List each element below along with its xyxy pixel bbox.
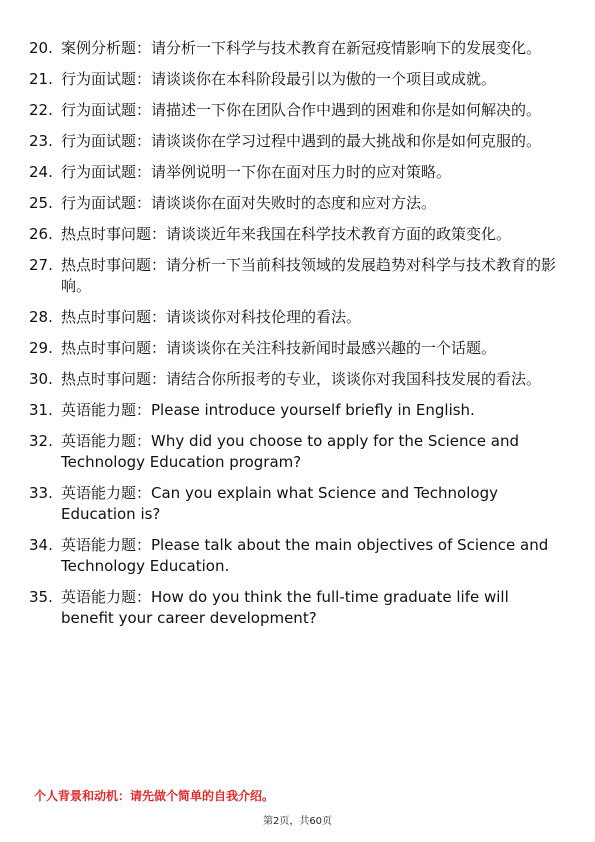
question-item [29,100,559,121]
question-number: 22. [29,101,53,119]
question-number: 34. [29,536,53,554]
question-item [29,400,559,421]
question-number: 26. [29,225,53,243]
question-text: 英语能力题：Can you explain what Science and Technology Education is? [61,484,498,523]
section-heading-personal-background: 个人背景和动机：请先做个简单的自我介绍。 [34,789,275,803]
question-number: 27. [29,256,53,274]
question-text: 案例分析题：请分析一下科学与技术教育在新冠疫情影响下的发展变化。 [61,39,542,57]
question-item [29,535,559,577]
question-item [29,224,559,245]
question-number: 23. [29,132,53,150]
question-item [29,338,559,359]
question-number: 20. [29,39,53,57]
question-item [29,38,559,59]
question-item [29,369,559,390]
question-text: 行为面试题：请描述一下你在团队合作中遇到的困难和你是如何解决的。 [61,101,542,119]
question-list [29,38,559,639]
question-text: 行为面试题：请举例说明一下你在面对压力时的应对策略。 [61,163,452,181]
question-item [29,307,559,328]
question-number: 33. [29,484,53,502]
question-number: 29. [29,339,53,357]
question-number: 25. [29,194,53,212]
question-text: 热点时事问题：请谈谈你在关注科技新闻时最感兴趣的一个话题。 [61,339,497,357]
question-item [29,162,559,183]
question-text: 热点时事问题：请分析一下当前科技领域的发展趋势对科学与技术教育的影响。 [61,256,557,295]
question-number: 31. [29,401,53,419]
question-number: 35. [29,588,53,606]
question-number: 24. [29,163,53,181]
question-text: 英语能力题：How do you think the full-time graduate life will benefit your career development? [61,588,509,627]
page-number: 第2页，共60页 [262,816,333,827]
question-text: 英语能力题：Why did you choose to apply for the Science and Technology Education program? [61,432,519,471]
question-number: 30. [29,370,53,388]
question-text: 热点时事问题：请结合你所报考的专业，谈谈你对我国科技发展的看法。 [61,370,542,388]
question-item [29,255,559,297]
question-item [29,193,559,214]
question-number: 21. [29,70,53,88]
question-item [29,69,559,90]
question-number: 28. [29,308,53,326]
question-text: 行为面试题：请谈谈你在面对失败时的态度和应对方法。 [61,194,437,212]
question-number: 32. [29,432,53,450]
question-text: 热点时事问题：请谈谈你对科技伦理的看法。 [61,308,362,326]
question-item [29,131,559,152]
question-text: 行为面试题：请谈谈你在学习过程中遇到的最大挑战和你是如何克服的。 [61,132,542,150]
question-text: 英语能力题：Please talk about the main objectives of Science and Technology Education. [61,536,549,575]
question-text: 行为面试题：请谈谈你在本科阶段最引以为傲的一个项目或成就。 [61,70,497,88]
question-text: 英语能力题：Please introduce yourself briefly in English. [61,401,475,419]
question-item [29,587,559,629]
question-item [29,431,559,473]
question-item [29,483,559,525]
question-text: 热点时事问题：请谈谈近年来我国在科学技术教育方面的政策变化。 [61,225,512,243]
